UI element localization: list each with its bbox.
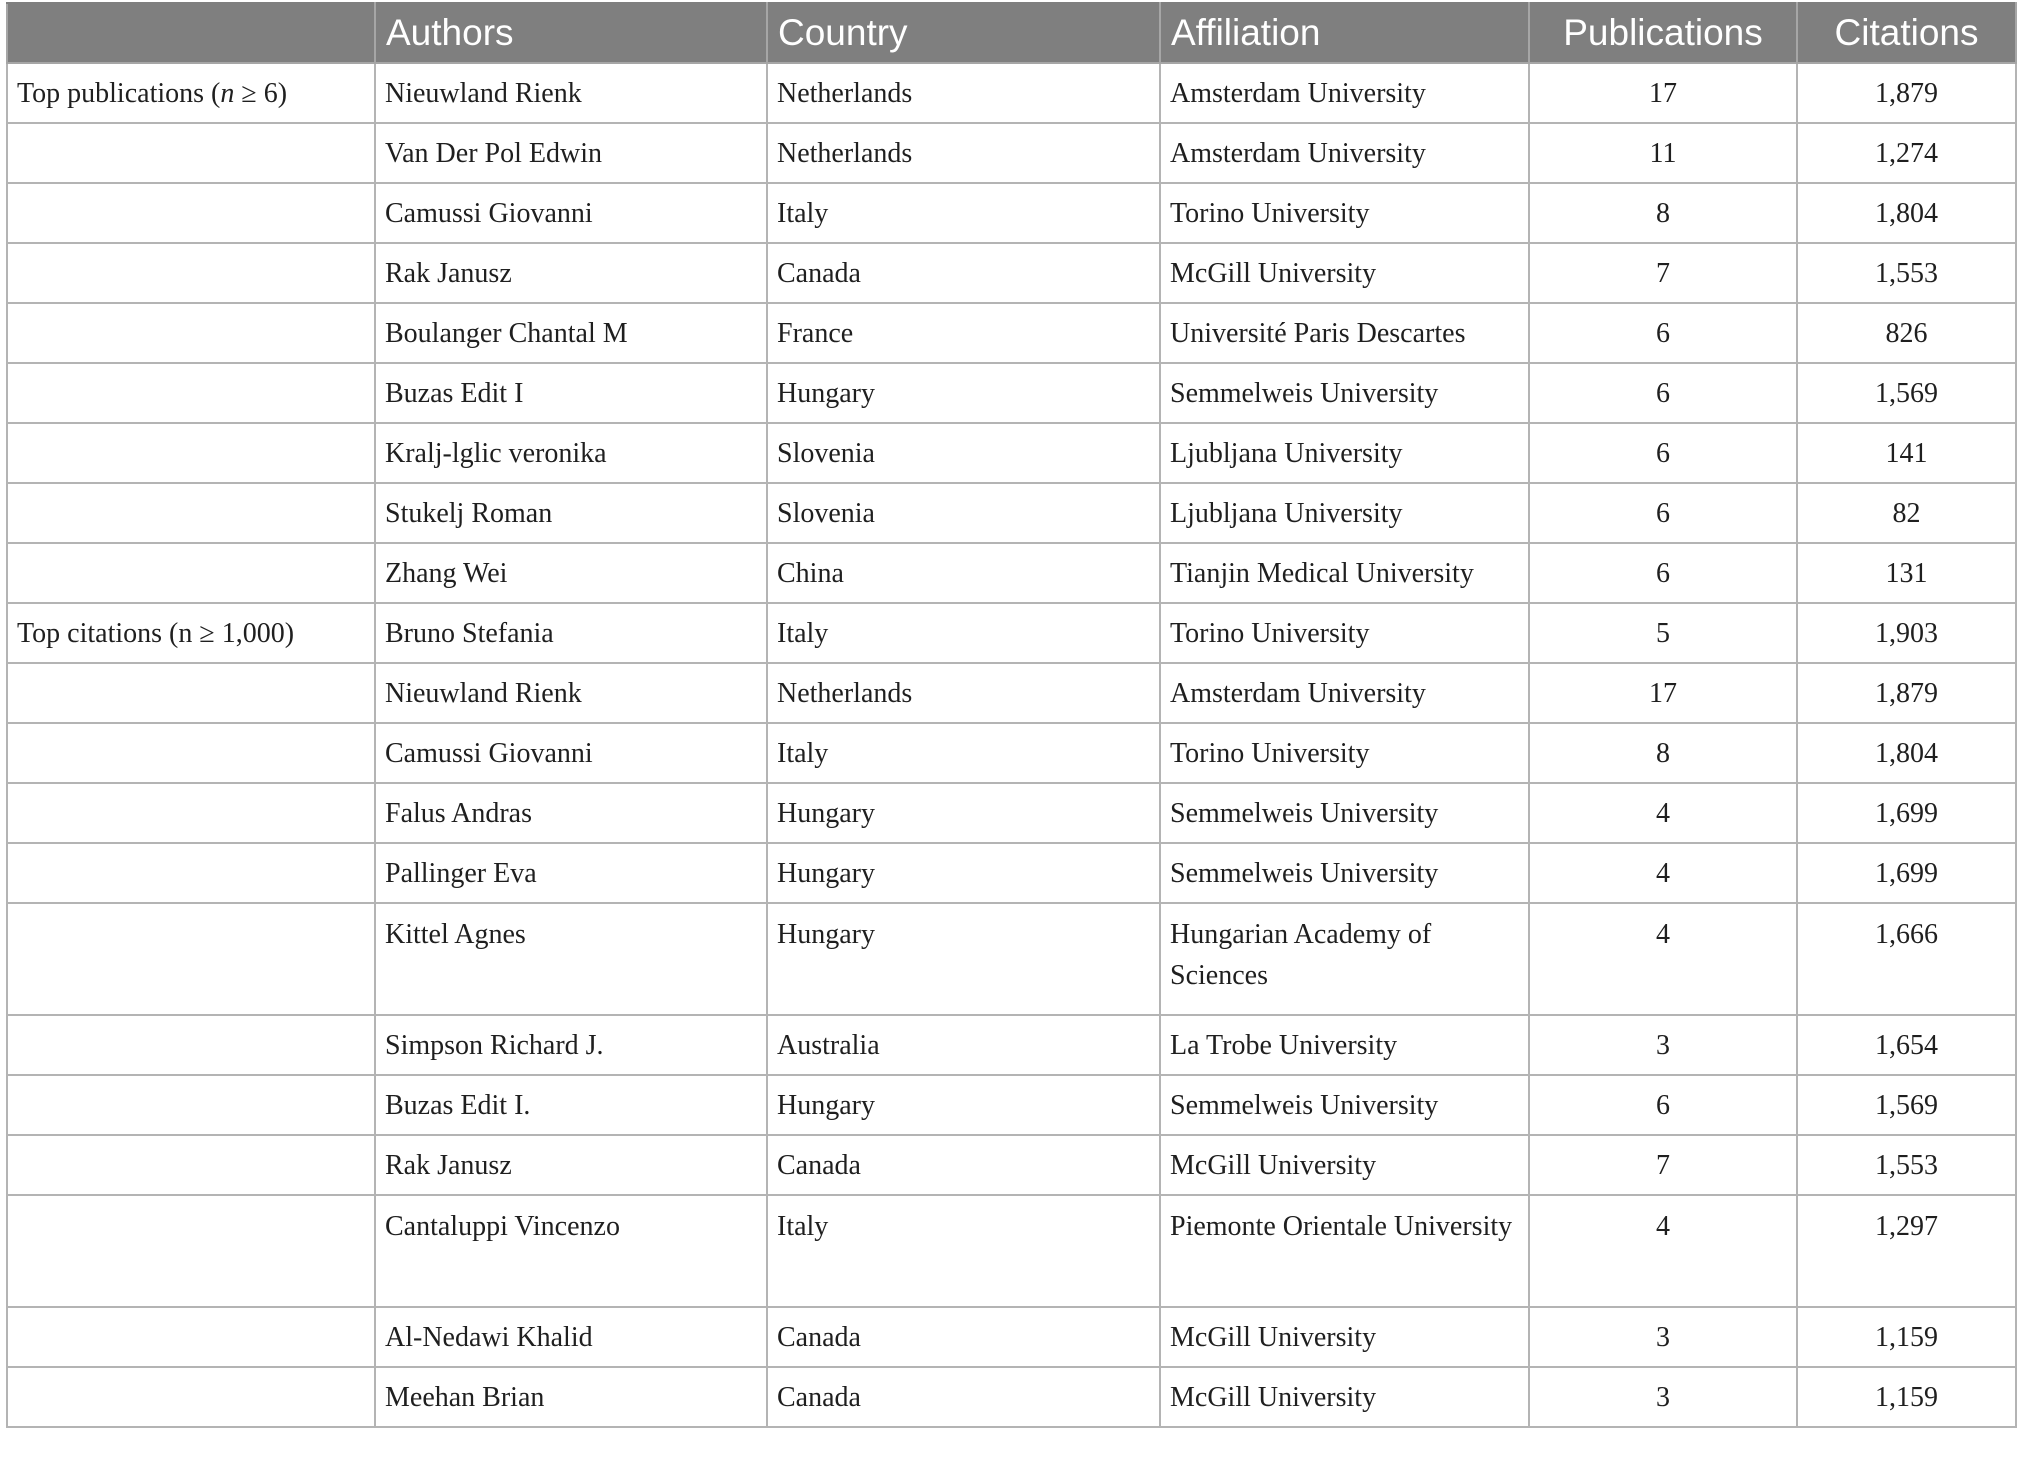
cell-publications: 3 bbox=[1529, 1015, 1797, 1075]
cell-group bbox=[7, 423, 375, 483]
cell-author: Al-Nedawi Khalid bbox=[375, 1307, 767, 1367]
cell-publications: 17 bbox=[1529, 63, 1797, 123]
cell-author: Camussi Giovanni bbox=[375, 183, 767, 243]
cell-country: Canada bbox=[767, 1307, 1160, 1367]
cell-citations: 1,666 bbox=[1797, 903, 2016, 1015]
cell-citations: 1,159 bbox=[1797, 1367, 2016, 1427]
cell-country: Hungary bbox=[767, 843, 1160, 903]
cell-affiliation: Ljubljana University bbox=[1160, 423, 1529, 483]
group-label-top-citations: Top citations (n ≥ 1,000) bbox=[7, 603, 375, 663]
cell-country: Italy bbox=[767, 1195, 1160, 1307]
cell-citations: 1,159 bbox=[1797, 1307, 2016, 1367]
cell-country: China bbox=[767, 543, 1160, 603]
cell-country: Slovenia bbox=[767, 423, 1160, 483]
cell-affiliation: Tianjin Medical University bbox=[1160, 543, 1529, 603]
cell-publications: 17 bbox=[1529, 663, 1797, 723]
table-row bbox=[7, 903, 2016, 1015]
cell-publications: 6 bbox=[1529, 423, 1797, 483]
cell-citations: 1,569 bbox=[1797, 1075, 2016, 1135]
cell-author: Nieuwland Rienk bbox=[375, 63, 767, 123]
table-row bbox=[7, 363, 2016, 423]
cell-affiliation: Hungarian Academy of Sciences bbox=[1160, 903, 1529, 1015]
cell-author: Kralj-lglic veronika bbox=[375, 423, 767, 483]
cell-group bbox=[7, 903, 375, 1015]
cell-affiliation: Semmelweis University bbox=[1160, 363, 1529, 423]
cell-group bbox=[7, 843, 375, 903]
table-row bbox=[7, 603, 2016, 663]
cell-affiliation: McGill University bbox=[1160, 243, 1529, 303]
cell-group bbox=[7, 1195, 375, 1307]
cell-country: Netherlands bbox=[767, 63, 1160, 123]
cell-author: Buzas Edit I bbox=[375, 363, 767, 423]
cell-citations: 1,699 bbox=[1797, 783, 2016, 843]
cell-affiliation: McGill University bbox=[1160, 1307, 1529, 1367]
cell-publications: 6 bbox=[1529, 543, 1797, 603]
cell-publications: 3 bbox=[1529, 1307, 1797, 1367]
cell-author: Buzas Edit I. bbox=[375, 1075, 767, 1135]
cell-group bbox=[7, 1015, 375, 1075]
cell-affiliation: Amsterdam University bbox=[1160, 123, 1529, 183]
cell-publications: 4 bbox=[1529, 843, 1797, 903]
cell-citations: 1,274 bbox=[1797, 123, 2016, 183]
cell-author: Nieuwland Rienk bbox=[375, 663, 767, 723]
cell-publications: 7 bbox=[1529, 1135, 1797, 1195]
cell-citations: 131 bbox=[1797, 543, 2016, 603]
table-row bbox=[7, 1307, 2016, 1367]
cell-publications: 11 bbox=[1529, 123, 1797, 183]
cell-affiliation: McGill University bbox=[1160, 1367, 1529, 1427]
cell-affiliation: Ljubljana University bbox=[1160, 483, 1529, 543]
cell-citations: 1,297 bbox=[1797, 1195, 2016, 1307]
cell-group bbox=[7, 183, 375, 243]
cell-affiliation: Piemonte Orientale University bbox=[1160, 1195, 1529, 1307]
table-row bbox=[7, 1075, 2016, 1135]
cell-group bbox=[7, 663, 375, 723]
group-prefix: Top publications ( bbox=[17, 77, 221, 109]
cell-citations: 1,699 bbox=[1797, 843, 2016, 903]
cell-affiliation: La Trobe University bbox=[1160, 1015, 1529, 1075]
cell-author: Pallinger Eva bbox=[375, 843, 767, 903]
cell-group bbox=[7, 363, 375, 423]
header-group bbox=[7, 3, 375, 63]
cell-citations: 1,553 bbox=[1797, 243, 2016, 303]
cell-publications: 8 bbox=[1529, 723, 1797, 783]
cell-citations: 1,804 bbox=[1797, 723, 2016, 783]
group-n: n bbox=[220, 77, 235, 109]
table-row bbox=[7, 1135, 2016, 1195]
table-row bbox=[7, 843, 2016, 903]
cell-author: Bruno Stefania bbox=[375, 603, 767, 663]
cell-author: Kittel Agnes bbox=[375, 903, 767, 1015]
cell-country: Slovenia bbox=[767, 483, 1160, 543]
table-row bbox=[7, 303, 2016, 363]
cell-author: Simpson Richard J. bbox=[375, 1015, 767, 1075]
cell-affiliation: Semmelweis University bbox=[1160, 1075, 1529, 1135]
cell-author: Rak Janusz bbox=[375, 1135, 767, 1195]
cell-publications: 6 bbox=[1529, 303, 1797, 363]
authors-table bbox=[6, 2, 2017, 1428]
header-publications: Publications bbox=[1529, 3, 1797, 63]
cell-citations: 1,553 bbox=[1797, 1135, 2016, 1195]
cell-publications: 6 bbox=[1529, 483, 1797, 543]
cell-citations: 1,879 bbox=[1797, 663, 2016, 723]
table-row bbox=[7, 1015, 2016, 1075]
cell-affiliation: Amsterdam University bbox=[1160, 663, 1529, 723]
header-affiliation: Affiliation bbox=[1160, 3, 1529, 63]
cell-citations: 1,654 bbox=[1797, 1015, 2016, 1075]
cell-country: Hungary bbox=[767, 1075, 1160, 1135]
group-suffix: ≥ 6) bbox=[234, 77, 288, 109]
cell-citations: 82 bbox=[1797, 483, 2016, 543]
cell-country: Netherlands bbox=[767, 663, 1160, 723]
header-row bbox=[7, 3, 2016, 63]
table-row bbox=[7, 183, 2016, 243]
cell-affiliation: Torino University bbox=[1160, 183, 1529, 243]
cell-country: Italy bbox=[767, 183, 1160, 243]
cell-citations: 1,804 bbox=[1797, 183, 2016, 243]
cell-publications: 3 bbox=[1529, 1367, 1797, 1427]
cell-author: Camussi Giovanni bbox=[375, 723, 767, 783]
cell-country: Canada bbox=[767, 1367, 1160, 1427]
table-row bbox=[7, 123, 2016, 183]
cell-citations: 1,903 bbox=[1797, 603, 2016, 663]
cell-country: Canada bbox=[767, 243, 1160, 303]
cell-affiliation: Torino University bbox=[1160, 723, 1529, 783]
table-row bbox=[7, 423, 2016, 483]
cell-publications: 5 bbox=[1529, 603, 1797, 663]
cell-publications: 4 bbox=[1529, 783, 1797, 843]
cell-country: Hungary bbox=[767, 903, 1160, 1015]
cell-publications: 7 bbox=[1529, 243, 1797, 303]
cell-country: France bbox=[767, 303, 1160, 363]
table-row bbox=[7, 243, 2016, 303]
table-row bbox=[7, 63, 2016, 123]
table-row bbox=[7, 723, 2016, 783]
cell-group bbox=[7, 1075, 375, 1135]
cell-affiliation: Université Paris Descartes bbox=[1160, 303, 1529, 363]
cell-affiliation: Amsterdam University bbox=[1160, 63, 1529, 123]
cell-author: Falus Andras bbox=[375, 783, 767, 843]
cell-group bbox=[7, 783, 375, 843]
cell-group bbox=[7, 483, 375, 543]
cell-publications: 4 bbox=[1529, 1195, 1797, 1307]
cell-citations: 141 bbox=[1797, 423, 2016, 483]
header-country: Country bbox=[767, 3, 1160, 63]
cell-country: Australia bbox=[767, 1015, 1160, 1075]
cell-country: Hungary bbox=[767, 363, 1160, 423]
cell-author: Van Der Pol Edwin bbox=[375, 123, 767, 183]
cell-group bbox=[7, 123, 375, 183]
cell-group bbox=[7, 303, 375, 363]
table-row bbox=[7, 483, 2016, 543]
cell-author: Stukelj Roman bbox=[375, 483, 767, 543]
table-row bbox=[7, 783, 2016, 843]
cell-group bbox=[7, 1367, 375, 1427]
cell-citations: 1,569 bbox=[1797, 363, 2016, 423]
cell-publications: 6 bbox=[1529, 363, 1797, 423]
group-label-top-publications bbox=[7, 63, 375, 123]
cell-author: Cantaluppi Vincenzo bbox=[375, 1195, 767, 1307]
cell-author: Rak Janusz bbox=[375, 243, 767, 303]
cell-author: Meehan Brian bbox=[375, 1367, 767, 1427]
cell-publications: 6 bbox=[1529, 1075, 1797, 1135]
table-row bbox=[7, 1195, 2016, 1307]
cell-country: Italy bbox=[767, 603, 1160, 663]
cell-affiliation: Torino University bbox=[1160, 603, 1529, 663]
cell-group bbox=[7, 1307, 375, 1367]
cell-group bbox=[7, 723, 375, 783]
table-row bbox=[7, 1367, 2016, 1427]
cell-affiliation: Semmelweis University bbox=[1160, 783, 1529, 843]
header-authors: Authors bbox=[375, 3, 767, 63]
table-row bbox=[7, 543, 2016, 603]
cell-author: Zhang Wei bbox=[375, 543, 767, 603]
cell-country: Italy bbox=[767, 723, 1160, 783]
table-row bbox=[7, 663, 2016, 723]
cell-group bbox=[7, 543, 375, 603]
cell-group bbox=[7, 1135, 375, 1195]
cell-group bbox=[7, 243, 375, 303]
cell-affiliation: Semmelweis University bbox=[1160, 843, 1529, 903]
cell-author: Boulanger Chantal M bbox=[375, 303, 767, 363]
cell-publications: 8 bbox=[1529, 183, 1797, 243]
cell-country: Canada bbox=[767, 1135, 1160, 1195]
cell-publications: 4 bbox=[1529, 903, 1797, 1015]
cell-citations: 1,879 bbox=[1797, 63, 2016, 123]
cell-affiliation: McGill University bbox=[1160, 1135, 1529, 1195]
cell-country: Hungary bbox=[767, 783, 1160, 843]
cell-citations: 826 bbox=[1797, 303, 2016, 363]
cell-country: Netherlands bbox=[767, 123, 1160, 183]
header-citations: Citations bbox=[1797, 3, 2016, 63]
